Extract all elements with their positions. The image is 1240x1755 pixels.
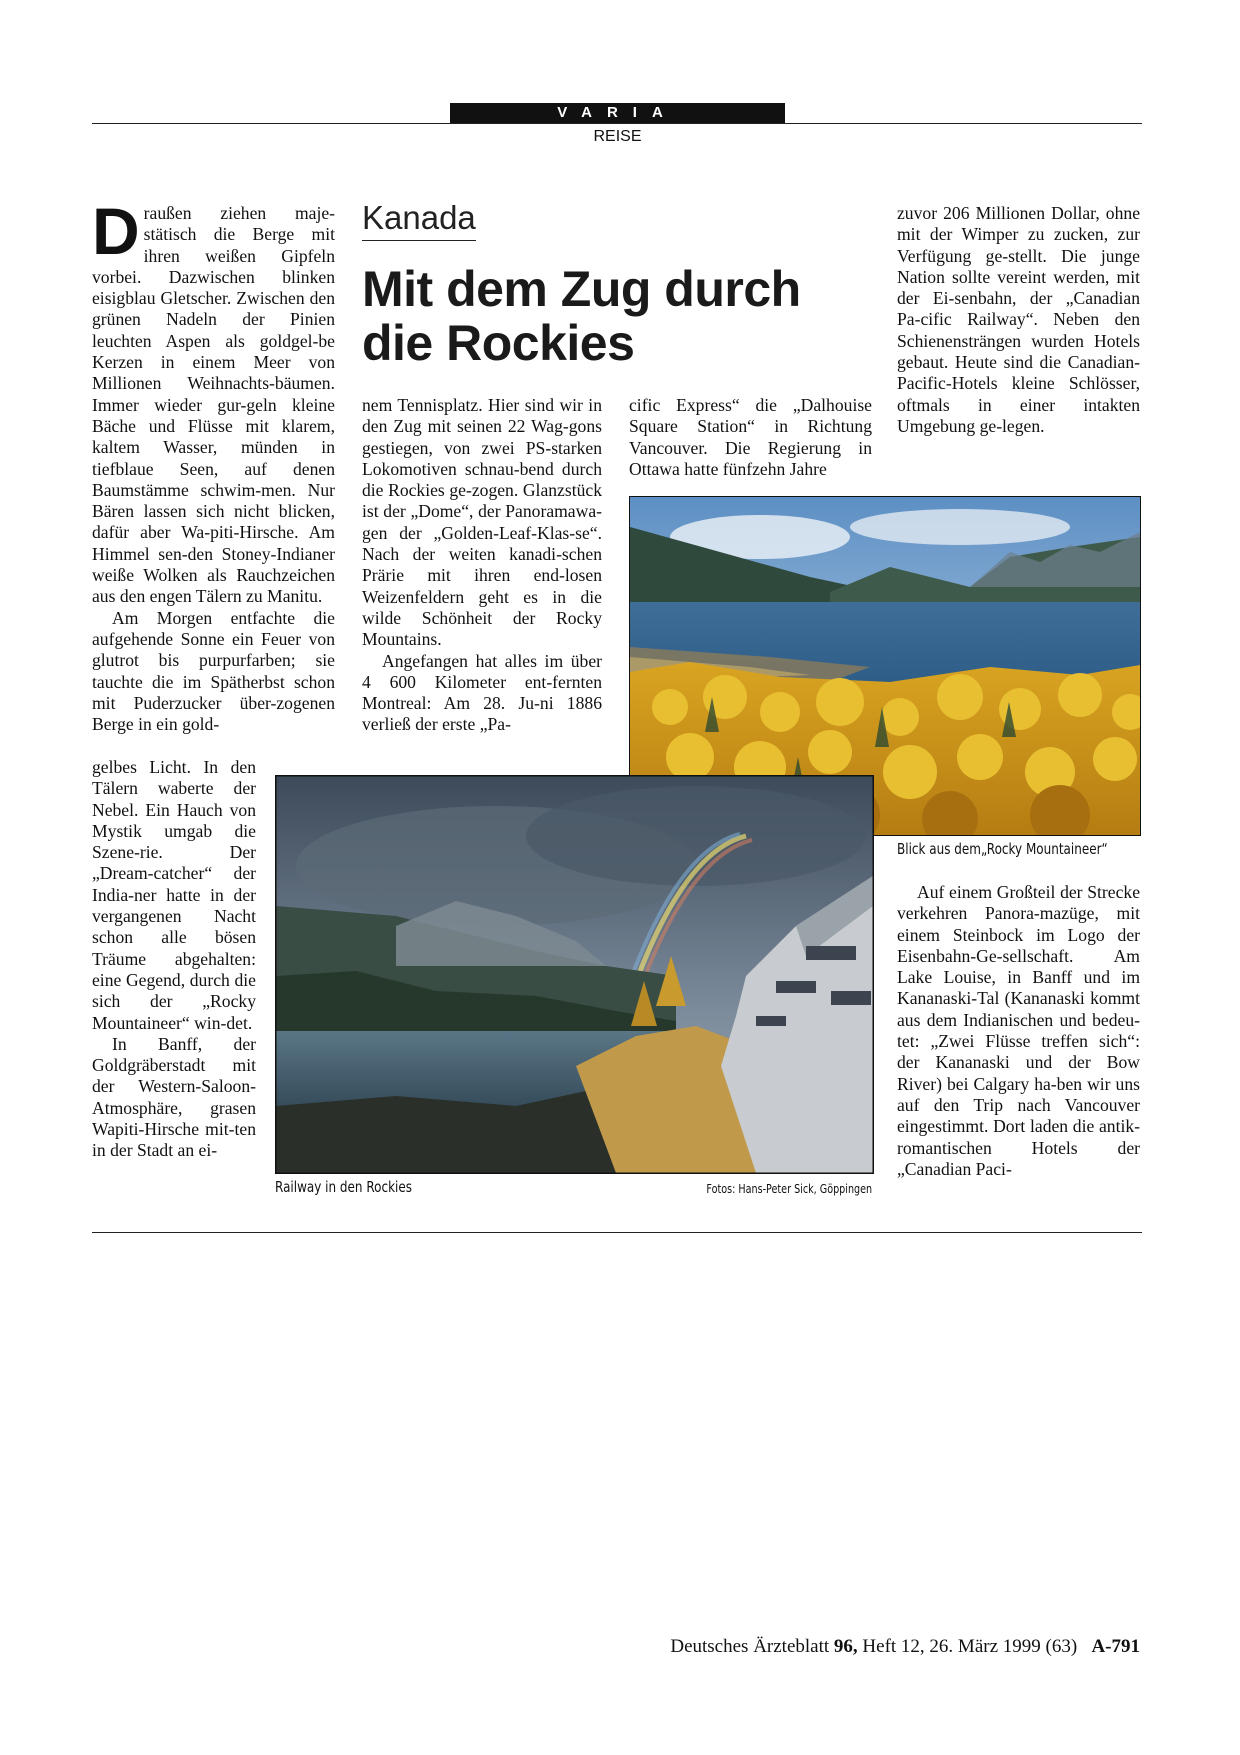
- article-column-1: [92, 194, 335, 735]
- paragraph: Am Morgen entfachte die aufgehende Sonne ein Feuer von glutrot bis purpurfarben; sie tauchte die im Spätherbst schon mit Puderzucker über-zogenen Berge in ein gold-: [92, 607, 335, 735]
- article-column-3: [629, 395, 872, 480]
- paragraph: In Banff, der Goldgräberstadt mit der Western-Saloon-Atmosphäre, grasen Wapiti-Hirsche mit-ten in der Stadt an ei-: [92, 1033, 256, 1161]
- article-title: Mit dem Zug durch die Rockies: [362, 261, 801, 371]
- train-photo: [275, 775, 874, 1174]
- page-footer: [670, 1636, 1140, 1658]
- paragraph: Auf einem Großteil der Strecke verkehren Panora-mazüge, mit einem Steinbock im Logo der Eisenbahn-Ge-sellschaft. Am Lake Louise, in Banff und im Kananaski-Tal (Kananaski kommt aus dem Indianischen und bedeu-tet: „Zwei Flüsse treffen sich“: der Kananaski und der Bow River) bei Calgary ha-ben wir uns auf den Trip nach Vancouver eingestimmt. Dort laden die antik-romantischen Hotels der „Canadian Paci-: [897, 882, 1140, 1179]
- article-column-4-lower: [897, 882, 1140, 1180]
- paragraph: Draußen ziehen maje-stätisch die Berge mit ihren weißen Gipfeln vorbei. Dazwischen blinken eisigblau Gletscher. Zwischen den grünen Nadeln der Pinien leuchten Aspen als goldgel-be Kerzen in einem Meer von Millionen Weihnachts-bäumen. Immer wieder gur-geln kleine Bäche und Flüsse mit klarem, kaltem Wasser, münden in tiefblaue Seen, auf denen Baumstämme schwim-men. Nur Bären lassen sich nicht blicken, dafür aber Wa-piti-Hirsche. Am Himmel sen-den Stoney-Indianer weiße Wolken als Rauchzeichen aus den engen Tälern zu Manitu.: [92, 194, 335, 607]
- page-number: A-791: [1091, 1636, 1140, 1657]
- article-kicker: Kanada: [362, 200, 476, 241]
- paragraph: Angefangen hat alles im über 4 600 Kilometer ent-fernten Montreal: Am 28. Ju-ni 1886 verließ der erste „Pa-: [362, 650, 602, 735]
- train-photo-image: [276, 776, 873, 1173]
- lake-photo-caption: Blick aus dem„Rocky Mountaineer“: [897, 840, 1108, 858]
- drop-cap: D: [92, 194, 140, 268]
- journal-name: Deutsches Ärzteblatt: [670, 1636, 830, 1657]
- paragraph: zuvor 206 Millionen Dollar, ohne mit der Wimper zu zucken, zur Verfügung ge-stellt. Die junge Nation sollte vereint werden, mit der Ei-senbahn, der „Canadian Pa-cific Railway“. Neben den Schienensträngen wurden Hotels gebaut. Heute sind die Canadian-Pacific-Hotels kleine Schlösser, oftmals in einer intakten Umgebung ge-legen.: [897, 203, 1140, 436]
- article-column-4: [897, 203, 1140, 437]
- header-rule: [92, 123, 1142, 124]
- paragraph: cific Express“ die „Dalhouise Square Station“ in Richtung Vancouver. Die Regierung in Ottawa hatte fünfzehn Jahre: [629, 395, 872, 479]
- train-photo-caption: Railway in den Rockies: [275, 1178, 413, 1196]
- bottom-rule: [92, 1232, 1142, 1233]
- issue-info: Heft 12, 26. März 1999 (63): [862, 1636, 1078, 1657]
- paragraph: gelbes Licht. In den Tälern waberte der Nebel. Ein Hauch von Mystik umgab die Szene-rie. Der „Dream-catcher“ der India-ner hatte in der vergangenen Nacht schon alle bösen Träume abgehalten: eine Gegend, durch die sich der „Rocky Mountaineer“ win-det.: [92, 757, 256, 1033]
- section-bar: VARIA: [450, 103, 785, 123]
- article-column-1-narrow: [92, 757, 256, 1162]
- volume-number: 96,: [833, 1636, 858, 1657]
- photo-credit: Fotos: Hans-Peter Sick, Göppingen: [706, 1182, 872, 1196]
- article-column-2: [362, 395, 602, 736]
- subsection-label: REISE: [593, 128, 642, 145]
- paragraph: nem Tennisplatz. Hier sind wir in den Zug mit seinen 22 Wag-gons gestiegen, von zwei PS-starken Lokomotiven schnau-bend durch die Rockies ge-zogen. Glanzstück ist der „Dome“, der Panoramawa-gen der „Golden-Leaf-Klas-se“. Nach der weiten kanadi-schen Prärie mit ihren end-losen Weizenfeldern geht es in die wilde Schönheit der Rocky Mountains.: [362, 395, 602, 650]
